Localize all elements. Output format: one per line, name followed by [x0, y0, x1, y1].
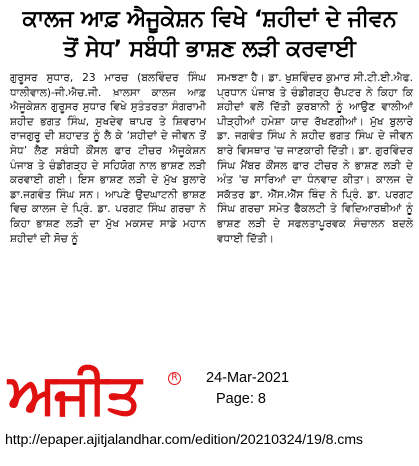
ajit-logo	[8, 361, 188, 430]
edition-date: 24-Mar-2021	[206, 370, 290, 386]
article-paragraph-right: ਸਮਝਣਾ ਹੈ। ਡਾ. ਖੁਸ਼ਵਿੰਦਰ ਕੁਮਾਰ ਸੀ.ਟੀ.ਈ.ਐਫ. ਪ੍ਰਧਾਨ ਪੰਜਾਬ ਤੇ ਚੰਡੀਗੜ੍ਹ ਚੈਪਟਰ ਨੇ ਕਿਹਾ ਕਿ ਸ਼ਹੀਦਾਂ ਵਲੋਂ ਦਿੱਤੀ ਕੁਰਬਾਨੀ ਨੂੰ ਆਉਣ ਵਾਲੀਆਂ ਪੀੜ੍ਹੀਆਂ ਹਮੇਸ਼ਾ ਯਾਦ ਰੱਖਣਗੀਆਂ। ਮੁੱਖ ਬੁਲਾਰੇ ਡਾ. ਜਗਵੰਤ ਸਿੰਘ ਨੇ ਸ਼ਹੀਦ ਭਗਤ ਸਿੰਘ ਦੇ ਜੀਵਨ ਬਾਰੇ ਵਿਸਥਾਰ 'ਚ ਜਾਣਕਾਰੀ ਦਿੱਤੀ। ਡਾ. ਗੁਰਵਿੰਦਰ ਸਿੰਘ ਮੈਂਬਰ ਕੌਂਸਲ ਫਾਰ ਟੀਚਰ ਨੇ ਭਾਸ਼ਣ ਲੜੀ ਦੇ ਅੰਤ 'ਚ ਸਾਰਿਆਂ ਦਾ ਧੰਨਵਾਦ ਕੀਤਾ। ਕਾਲਜ ਦੇ ਸਕੱਤਰ ਡਾ. ਐੱਸ.ਐੱਸ ਥਿੰਦ ਨੇ ਪ੍ਰਿੰ. ਡਾ. ਪਰਗਟ ਸਿੰਘ ਗਰਚਾ ਸਮੇਤ ਫੈਕਲਟੀ ਤੇ ਵਿਦਿਆਰਥੀਆਂ ਨੂੰ ਭਾਸ਼ਣ ਲੜੀ ਦੇ ਸਫਲਤਾਪੂਰਵਕ ਸੰਚਾਲਨ ਬਦਲੇ ਵਧਾਈ ਦਿੱਤੀ।	[217, 72, 413, 245]
logo-wordmark: ਅਜੀਤ	[8, 361, 140, 427]
registered-mark-icon: R	[168, 372, 181, 385]
page-number: Page: 8	[216, 391, 266, 407]
article-body	[10, 71, 413, 363]
article-column-left	[10, 71, 206, 246]
article-column-right	[217, 71, 413, 246]
headline-line-1: ਕਾਲਜ ਆਫ਼ ਐਜੂਕੇਸ਼ਨ ਵਿਖੇ ‘ਸ਼ਹੀਦਾਂ ਦੇ ਜੀਵਨ	[22, 6, 397, 32]
article-headline	[6, 4, 413, 64]
article-paragraph-left: ਗੁਰੂਸਰ ਸੁਧਾਰ, 23 ਮਾਰਚ (ਬਲਵਿੰਦਰ ਸਿੰਘ ਧਾਲੀਵਾਲ)-ਜੀ.ਐਚ.ਜੀ. ਖ਼ਾਲਸਾ ਕਾਲਜ ਆਫ਼ ਐਜੂਕੇਸ਼ਨ ਗੁਰੂਸਰ ਸੁਧਾਰ ਵਿਖੇ ਸੁਤੰਤਰਤਾ ਸੰਗਰਾਮੀ ਸ਼ਹੀਦ ਭਗਤ ਸਿੰਘ, ਸੁਖਦੇਵ ਥਾਪਰ ਤੇ ਸ਼ਿਵਰਾਮ ਰਾਜਗੁਰੂ ਦੀ ਸ਼ਹਾਦਤ ਨੂੰ ਲੈ ਕੇ ‘ਸ਼ਹੀਦਾਂ ਦੇ ਜੀਵਨ ਤੋਂ ਸੇਧ’ ਲੈਣ ਸਬੰਧੀ ਕੌਂਸਲ ਫਾਰ ਟੀਚਰ ਐਜੂਕੇਸ਼ਨ ਪੰਜਾਬ ਤੇ ਚੰਡੀਗੜ੍ਹ ਦੇ ਸਹਿਯੋਗ ਨਾਲ ਭਾਸ਼ਣ ਲੜੀ ਕਰਵਾਈ ਗਈ। ਇਸ ਭਾਸ਼ਣ ਲੜੀ ਦੇ ਮੁੱਖ ਬੁਲਾਰੇ ਡਾ.ਜਗਵੰਤ ਸਿੰਘ ਸਨ। ਆਪਣੇ ਉਦਘਾਟਨੀ ਭਾਸ਼ਣ ਵਿਚ ਕਾਲਜ ਦੇ ਪ੍ਰਿੰ. ਡਾ. ਪਰਗਟ ਸਿੰਘ ਗਰਚਾ ਨੇ ਕਿਹਾ ਭਾਸ਼ਣ ਲੜੀ ਦਾ ਮੁੱਖ ਮਕਸਦ ਸਾਡੇ ਮਹਾਨ ਸ਼ਹੀਦਾਂ ਦੀ ਸੋਚ ਨੂੰ	[10, 72, 206, 245]
headline-line-2: ਤੋਂ ਸੇਧ’ ਸਬੰਧੀ ਭਾਸ਼ਣ ਲੜੀ ਕਰਵਾਈ	[63, 36, 356, 62]
source-url[interactable]: http://epaper.ajitjalandhar.com/edition/20210324/19/8.cms	[5, 432, 363, 448]
